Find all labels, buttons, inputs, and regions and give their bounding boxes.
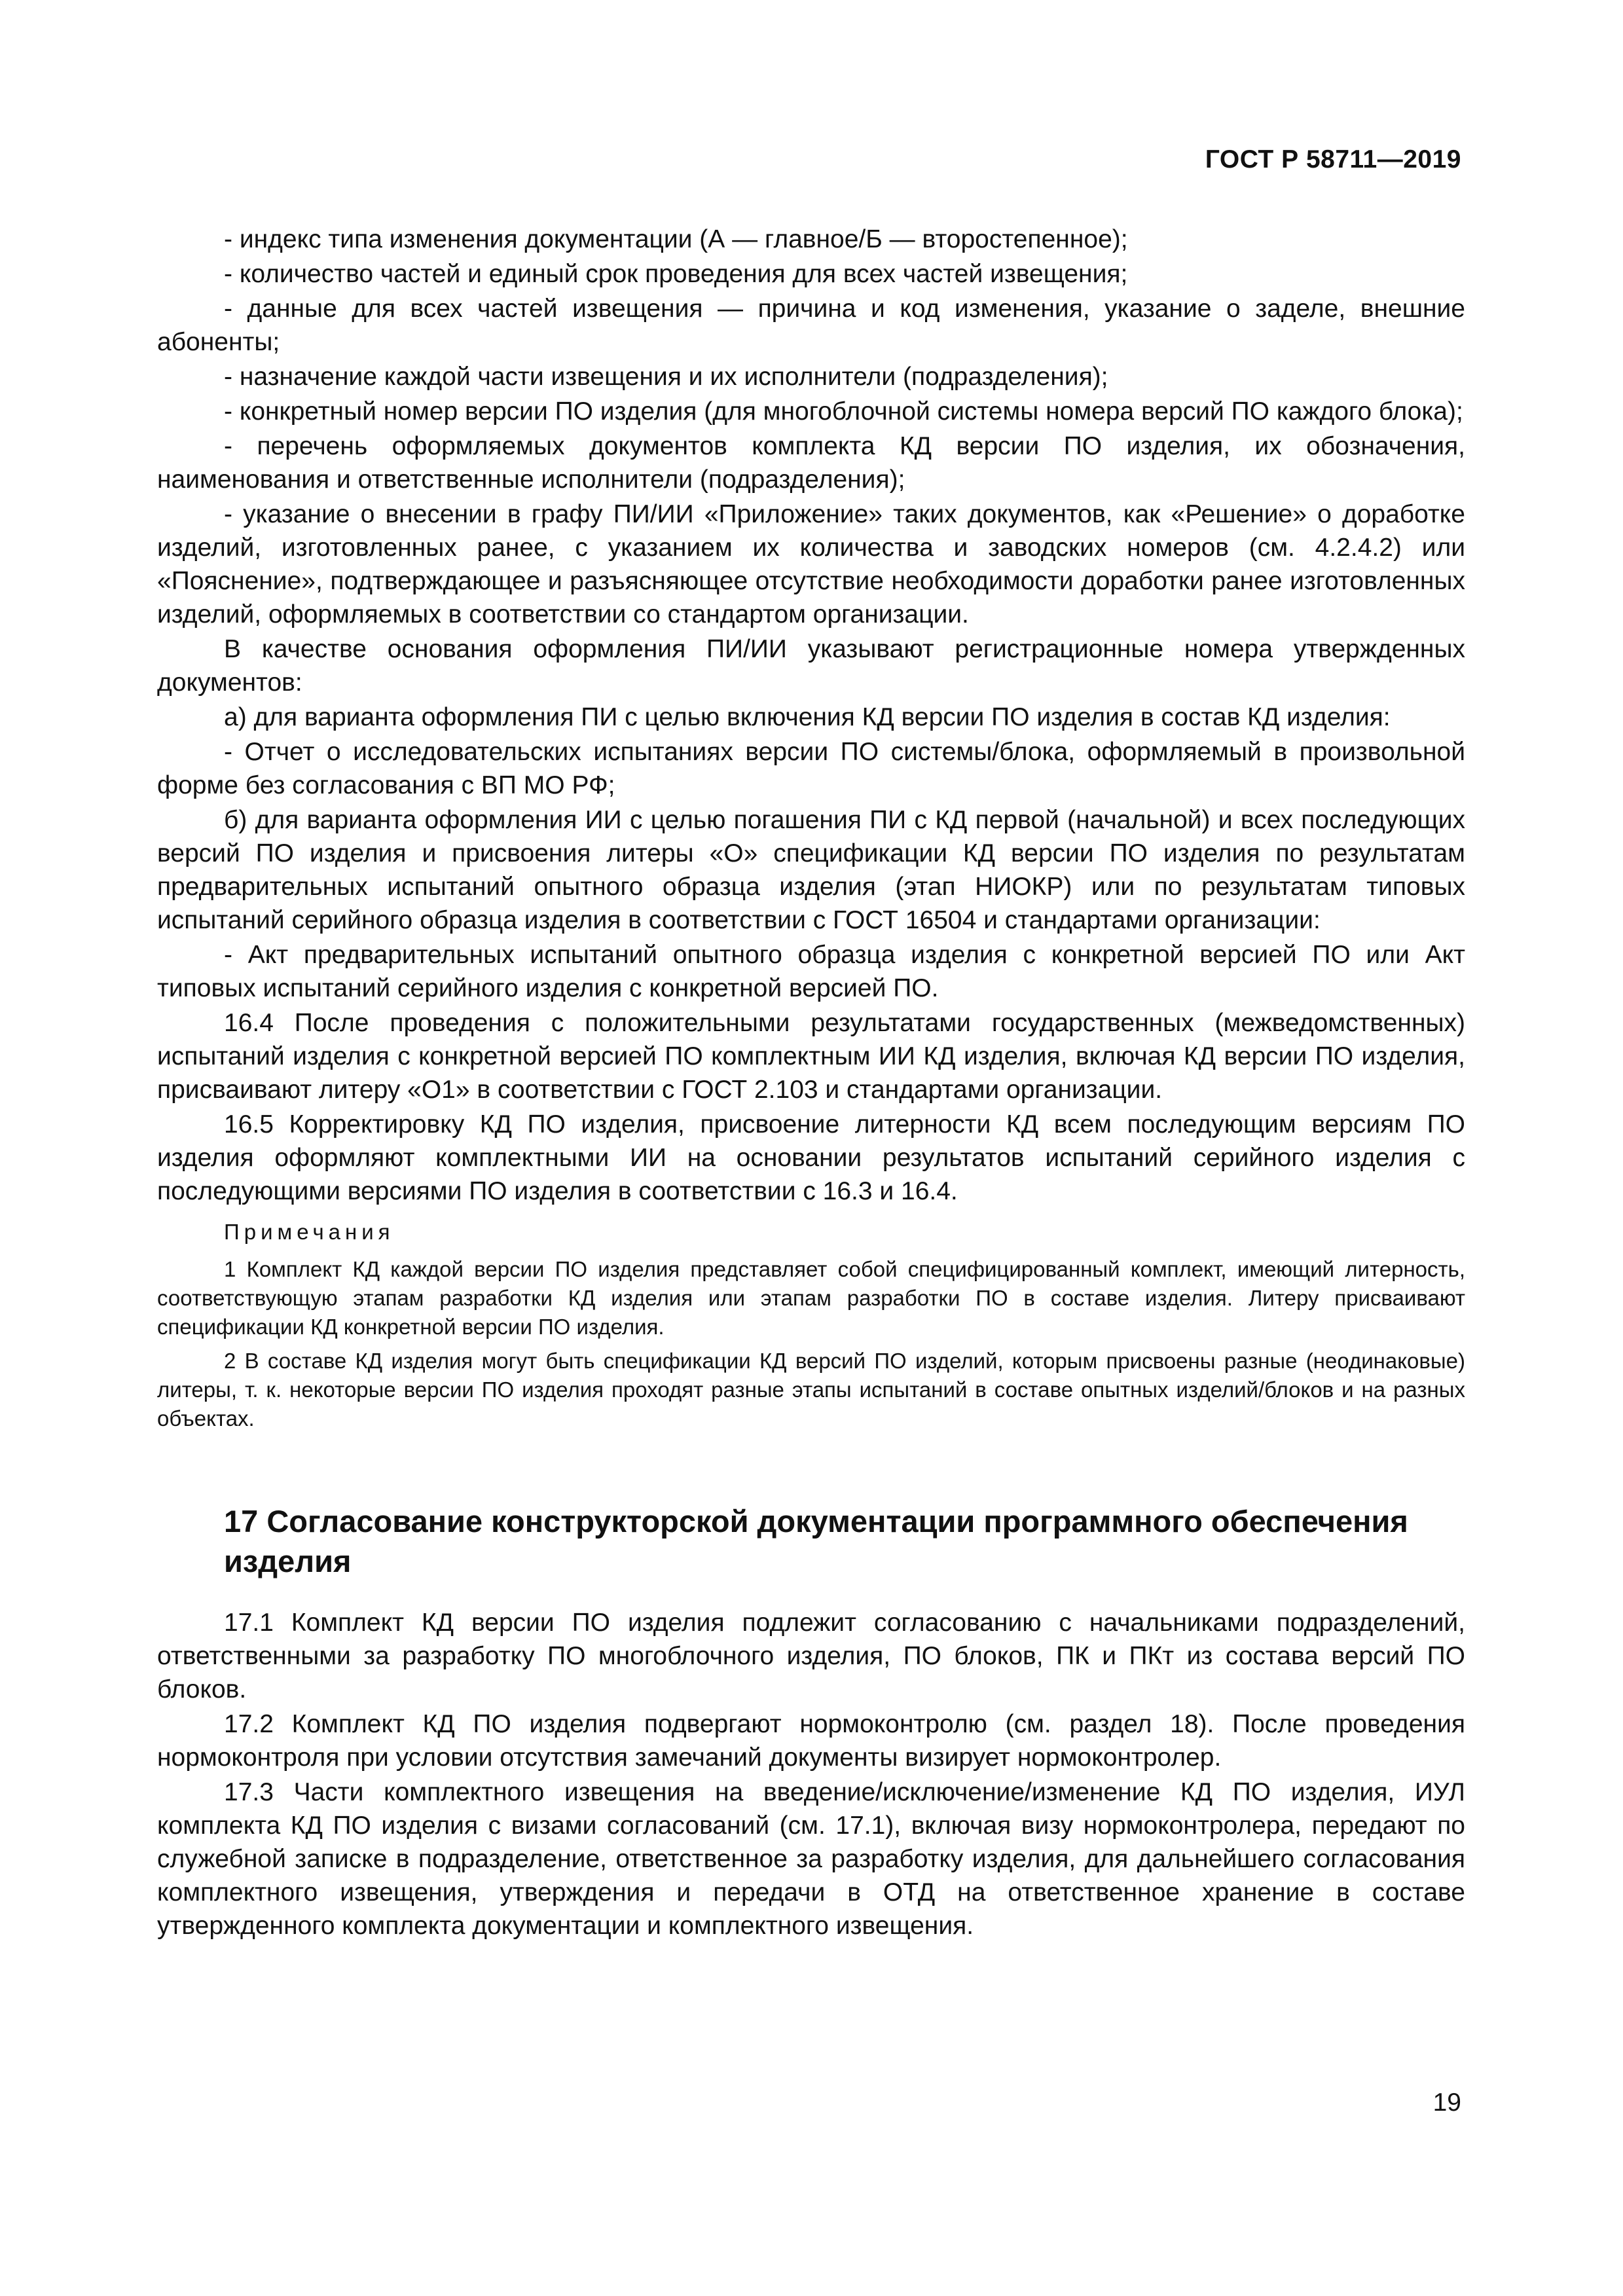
- list-item-change-type-index: - индекс типа изменения документации (А — главное/Б — второстепенное);: [224, 225, 1128, 253]
- list-item-change-reason-data: - данные для всех частей извещения — причина и код изменения, указание о заделе, внешние абоненты;: [157, 295, 1465, 356]
- document-code-header: ГОСТ Р 58711—2019: [1205, 145, 1461, 173]
- list-item-part-assignment: - назначение каждой части извещения и их исполнители (подразделения);: [224, 363, 1108, 391]
- clause-16-4: 16.4 После проведения с положительными результатами государственных (межведомственных) испытаний изделия с конкретной версией ПО комплектным ИИ КД изделия, включая КД версии ПО изделия, присваивают литеру «О1» в соответствии с ГОСТ 2.103 и стандартами организации.: [157, 1009, 1465, 1104]
- paragraph-basis-registration: В качестве основания оформления ПИ/ИИ указывают регистрационные номера утвержденных документов:: [157, 635, 1465, 697]
- clause-17-1: 17.1 Комплект КД версии ПО изделия подлежит согласованию с начальниками подразделений, ответственными за разработку ПО многоблочного изделия, ПО блоков, ПК и ПКт из состава версий ПО блоков.: [157, 1609, 1465, 1704]
- note-2: 2 В составе КД изделия могут быть спецификации КД версий ПО изделий, которым присвоены разные (неодинаковые) литеры, т. к. некоторые версии ПО изделия проходят разные этапы испытаний в составе опытных изделий/блоков и на разных объектах.: [157, 1349, 1465, 1430]
- clause-16-5: 16.5 Корректировку КД ПО изделия, присвоение литерности КД всем последующим версиям ПО изделия оформляют комплектными ИИ на основании результатов испытаний серийного изделия с последующими версиями ПО изделия в соответствии с 16.3 и 16.4.: [157, 1110, 1465, 1205]
- list-item-research-report: - Отчет о исследовательских испытаниях версии ПО системы/блока, оформляемый в произвольной форме без согласования с ВП МО РФ;: [157, 738, 1465, 799]
- note-1: 1 Комплект КД каждой версии ПО изделия представляет собой специфицированный комплект, имеющий литерность, соответствующую этапам разработки КД изделия или этапам разработки ПО в составе изделия. Литеру присваивают спецификации КД конкретной версии ПО изделия.: [157, 1257, 1465, 1339]
- page-body: [157, 223, 1465, 1944]
- list-item-preliminary-test-act: - Акт предварительных испытаний опытного образца изделия с конкретной версией ПО или Акт типовых испытаний серийного изделия с конкретной версией ПО.: [157, 941, 1465, 1002]
- clause-17-2: 17.2 Комплект КД ПО изделия подвергают нормоконтролю (см. раздел 18). После проведения нормоконтроля при условии отсутствия замечаний документы визирует нормоконтролер.: [157, 1710, 1465, 1772]
- section-17-heading: 17 Согласование конструкторской документации программного обеспечения изделия: [224, 1504, 1408, 1578]
- list-item-appendix-note: - указание о внесении в графу ПИ/ИИ «Приложение» таких документов, как «Решение» о доработке изделий, изготовленных ранее, с указанием их количества и заводских номеров (см. 4.2.4.2) или «Пояснение», подтверждающее и разъясняющее отсутствие необходимости доработки ранее изготовленных изделий, оформляемых в соответствии со стандартом организации.: [157, 500, 1465, 629]
- list-item-document-list: - перечень оформляемых документов комплекта КД версии ПО изделия, их обозначения, наименования и ответственные исполнители (подразделения);: [157, 432, 1465, 494]
- list-item-software-version-number: - конкретный номер версии ПО изделия (для многоблочной системы номера версий ПО каждого блока);: [224, 397, 1463, 426]
- clause-17-3: 17.3 Части комплектного извещения на введение/исключение/изменение КД ПО изделия, ИУЛ комплекта КД ПО изделия с визами согласований (см. 17.1), включая визу нормоконтролера, передают по служебной записке в подразделение, ответственное за разработку изделия, для дальнейшего согласования комплектного извещения, утверждения и передачи в ОТД на ответственное хранение в составе утвержденного комплекта документации и комплектного извещения.: [157, 1778, 1465, 1940]
- paragraph-variant-b: б) для варианта оформления ИИ с целью погашения ПИ с КД первой (начальной) и всех последующих версий ПО изделия и присвоения литеры «О» спецификации КД версии ПО изделия по результатам предварительных испытаний опытного образца изделия (этап НИОКР) или по результатам типовых испытаний серийного образца изделия в соответствии с ГОСТ 16504 и стандартами организации:: [157, 806, 1465, 934]
- page-number: 19: [1432, 2088, 1461, 2117]
- notes-title: Примечания: [224, 1220, 395, 1244]
- list-item-parts-count: - количество частей и единый срок проведения для всех частей извещения;: [224, 260, 1128, 288]
- paragraph-variant-a: а) для варианта оформления ПИ с целью включения КД версии ПО изделия в состав КД изделия:: [224, 703, 1391, 731]
